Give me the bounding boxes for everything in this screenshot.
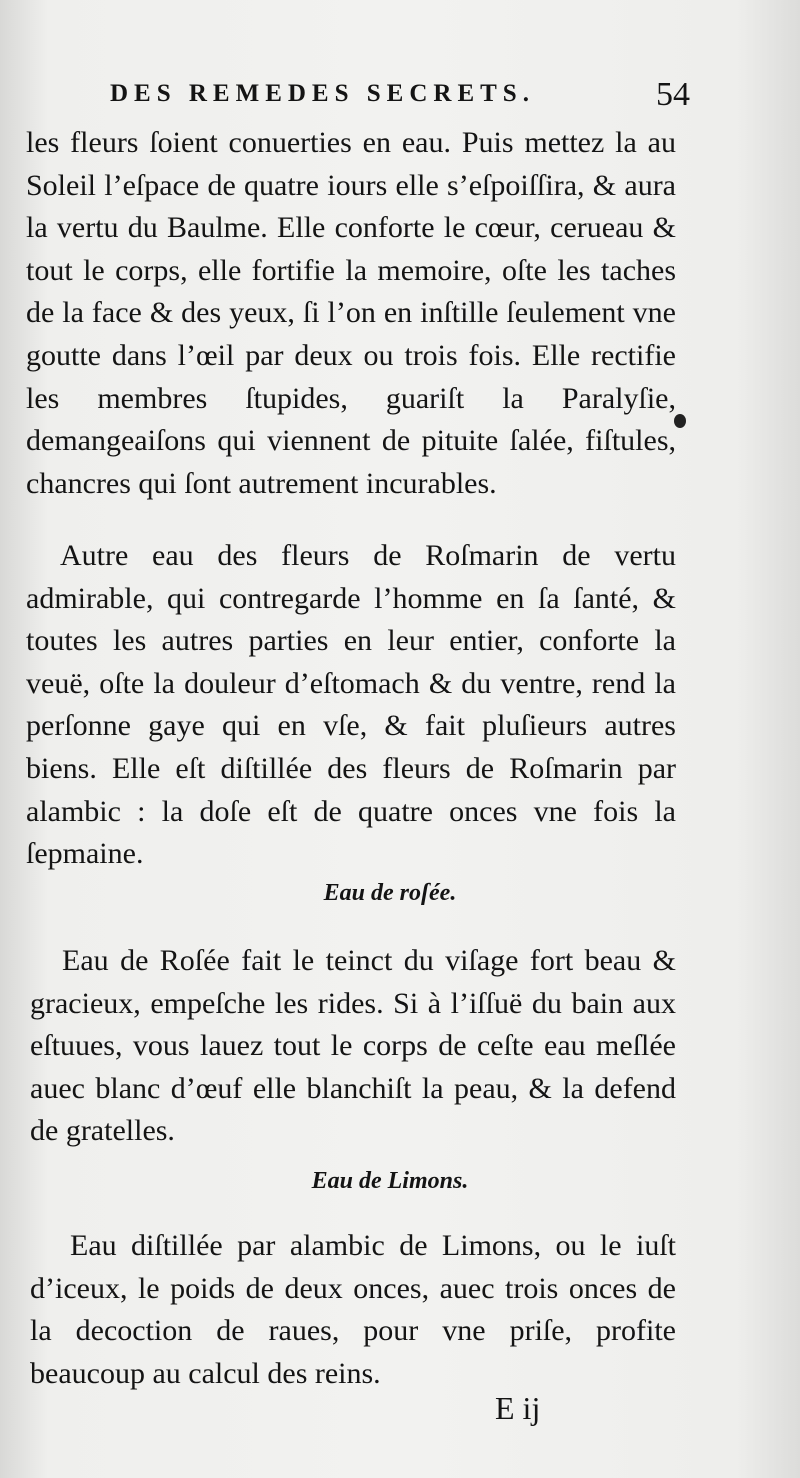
paragraph-rosmarin: Autre eau des fleurs de Roſmarin de vertu admirable, qui contregarde l’homme en ſa ſanté, & toutes les autres parties en leur entier, conforte la veuë, oſte la douleur d’eſtomach & du ventre, rend la perſonne gaye qui en vſe, & fait pluſieurs autres biens. Elle eſt diſtillée des fleurs de Roſmarin par alambic : la doſe eſt de quatre onces vne fois la ſepmaine. (26, 539, 676, 871)
paragraph-continued: les fleurs ſoient conuerties en eau. Puis mettez la au Soleil l’eſpace de quatre iours elle s’eſpoiſſira, & aura la vertu du Baulme. Elle conforte le cœur, cerueau & tout le corps, elle fortifie la memoire, oſte les taches de la face & des yeux, ſi l’on en inſtille ſeulement vne goutte dans l’œil par deux ou trois fois. Elle rectifie les membres ſtupides, guariſt la Paralyſie, demangeaiſons qui viennent de pituite ſalée, fiſtules, chancres qui ſont autrement incurables. (26, 126, 676, 500)
paragraph-rosee: Eau de Roſée fait le teinct du viſage fort beau & gracieux, empeſche les rides. Si à l’iſſuë du bain aux eſtuues, vous lauez tout le corps de ceſte eau meſlée auec blanc d’œuf elle blanchiſt la peau, & la defend de gratelles. (30, 944, 676, 1148)
section-heading-rosee: Eau de roſée. (323, 880, 457, 906)
running-title: DES REMEDES SECRETS. (110, 80, 535, 107)
page-number: 54 (656, 76, 690, 113)
paragraph-limons: Eau diſtillée par alambic de Limons, ou le iuſt d’iceux, le poids de deux onces, auec trois onces de la decoction de raues, pour vne priſe, profite beaucoup au calcul des reins. (30, 1229, 676, 1390)
signature-mark: E ij (495, 1390, 541, 1426)
section-heading-limons: Eau de Limons. (311, 1168, 469, 1194)
page-header (110, 76, 690, 116)
